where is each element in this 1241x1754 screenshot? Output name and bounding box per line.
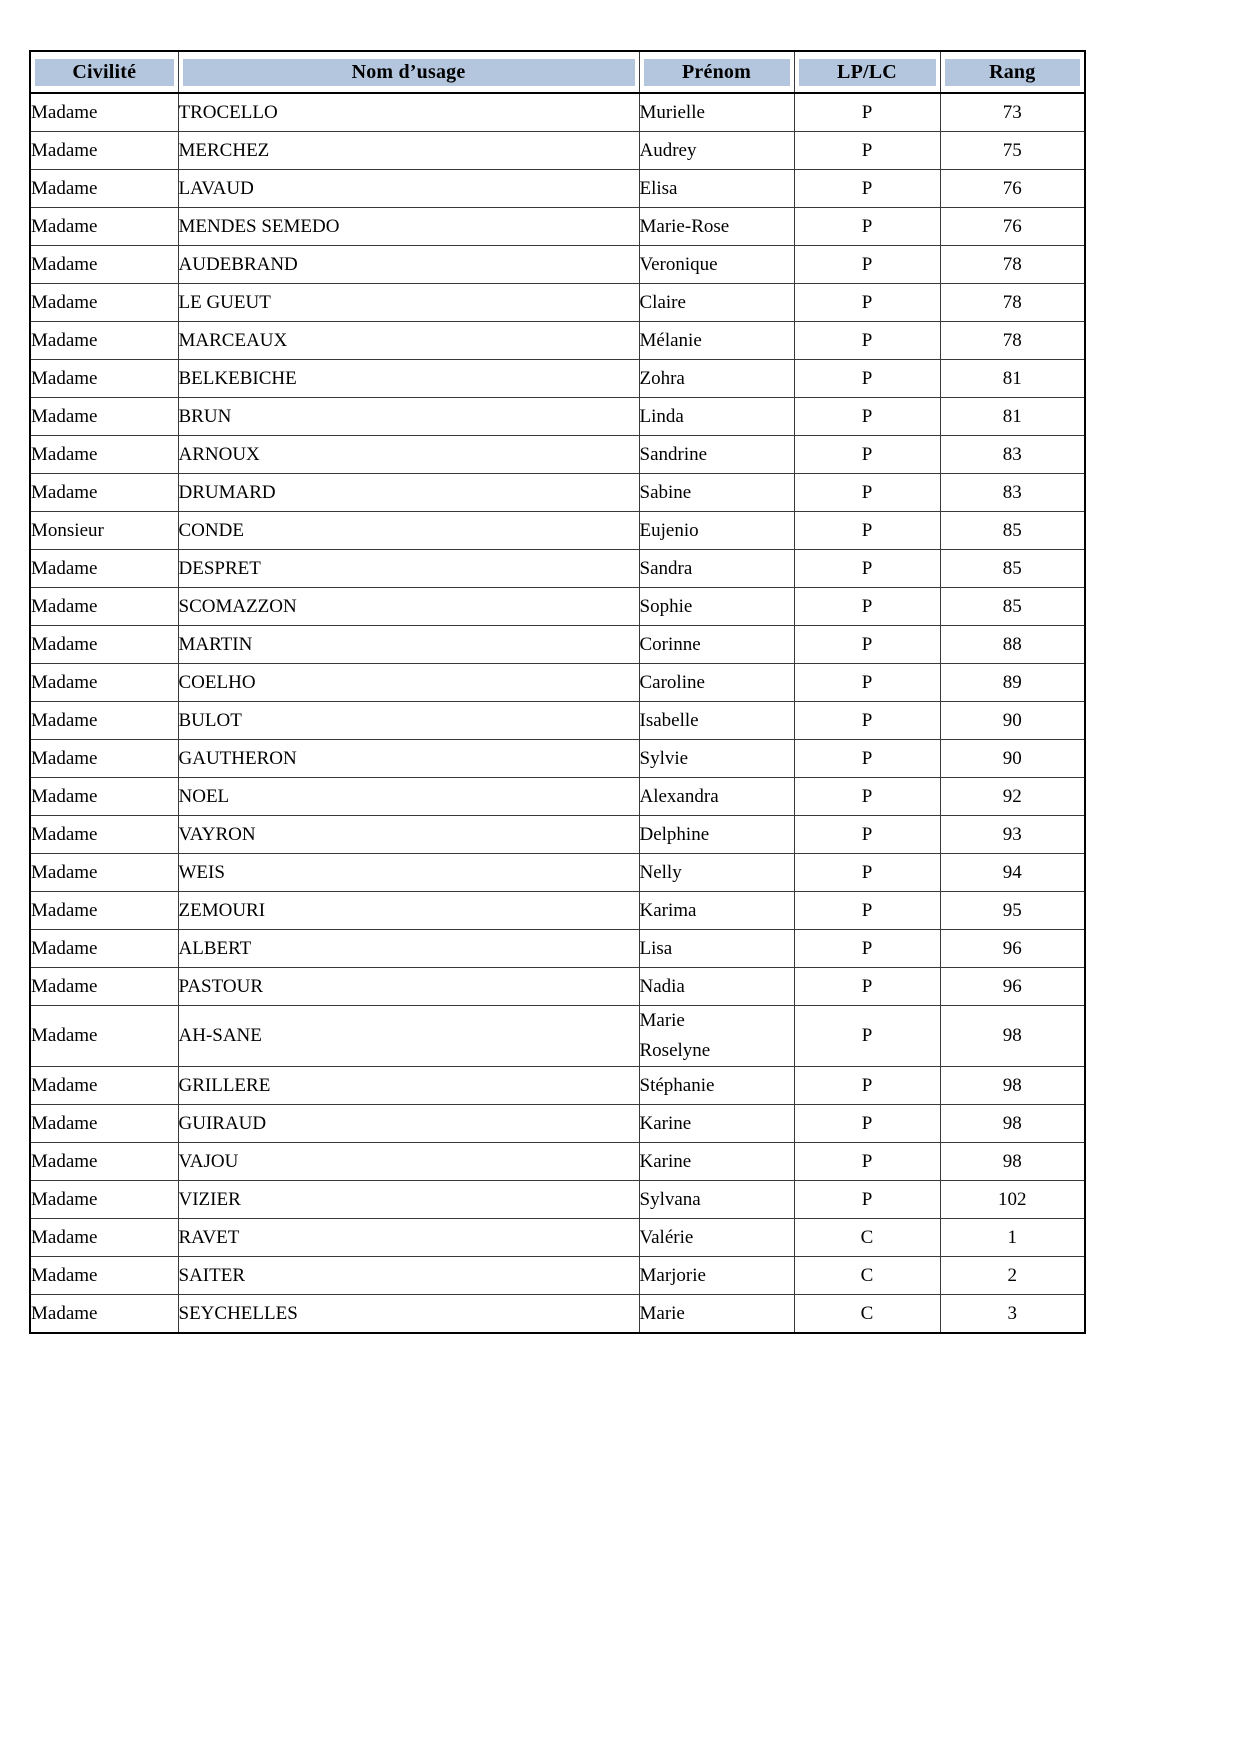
cell-nom: ZEMOURI <box>178 892 639 930</box>
cell-lplc: P <box>794 398 940 436</box>
table-header <box>30 51 1085 93</box>
cell-prenom: Sylvie <box>639 740 794 778</box>
cell-civilite: Madame <box>30 436 178 474</box>
cell-nom: GAUTHERON <box>178 740 639 778</box>
cell-prenom: Sandrine <box>639 436 794 474</box>
cell-civilite: Madame <box>30 398 178 436</box>
cell-rang: 83 <box>940 474 1085 512</box>
cell-prenom-line2: Roselyne <box>639 1040 711 1061</box>
table-row <box>30 1006 1085 1067</box>
cell-civilite: Madame <box>30 854 178 892</box>
cell-nom: GUIRAUD <box>178 1105 639 1143</box>
cell-lplc: P <box>794 284 940 322</box>
cell-prenom: Eujenio <box>639 512 794 550</box>
cell-nom: SAITER <box>178 1257 639 1295</box>
cell-rang: 98 <box>940 1067 1085 1105</box>
table-row <box>30 398 1085 436</box>
cell-civilite: Madame <box>30 474 178 512</box>
cell-civilite: Madame <box>30 588 178 626</box>
cell-lplc: P <box>794 208 940 246</box>
cell-lplc: P <box>794 93 940 132</box>
cell-nom: WEIS <box>178 854 639 892</box>
cell-lplc: P <box>794 816 940 854</box>
table-row <box>30 702 1085 740</box>
cell-lplc: P <box>794 968 940 1006</box>
cell-prenom: Murielle <box>639 93 794 132</box>
cell-rang: 76 <box>940 208 1085 246</box>
cell-rang: 75 <box>940 132 1085 170</box>
cell-rang: 83 <box>940 436 1085 474</box>
cell-prenom: Marie-Rose <box>639 208 794 246</box>
cell-prenom: Karine <box>639 1143 794 1181</box>
cell-prenom: Claire <box>639 284 794 322</box>
cell-prenom: Elisa <box>639 170 794 208</box>
cell-prenom: Delphine <box>639 816 794 854</box>
cell-civilite: Madame <box>30 930 178 968</box>
cell-prenom: Sophie <box>639 588 794 626</box>
cell-civilite: Madame <box>30 968 178 1006</box>
cell-lplc: P <box>794 1067 940 1105</box>
cell-civilite: Madame <box>30 1143 178 1181</box>
cell-prenom: Isabelle <box>639 702 794 740</box>
cell-rang: 90 <box>940 740 1085 778</box>
table-row <box>30 816 1085 854</box>
cell-nom: PASTOUR <box>178 968 639 1006</box>
table-row <box>30 550 1085 588</box>
cell-lplc: P <box>794 322 940 360</box>
table-row <box>30 1295 1085 1334</box>
cell-prenom: Valérie <box>639 1219 794 1257</box>
cell-rang: 1 <box>940 1219 1085 1257</box>
cell-lplc: P <box>794 360 940 398</box>
cell-lplc: P <box>794 512 940 550</box>
table-row <box>30 284 1085 322</box>
table-row <box>30 208 1085 246</box>
cell-prenom: Nadia <box>639 968 794 1006</box>
cell-rang: 3 <box>940 1295 1085 1334</box>
table-row <box>30 1143 1085 1181</box>
table-row <box>30 474 1085 512</box>
cell-prenom-multiline <box>640 1006 794 1066</box>
table-row <box>30 968 1085 1006</box>
cell-nom: MARTIN <box>178 626 639 664</box>
cell-prenom: Karima <box>639 892 794 930</box>
cell-civilite: Madame <box>30 284 178 322</box>
cell-rang: 102 <box>940 1181 1085 1219</box>
header-row <box>30 51 1085 93</box>
table-row <box>30 854 1085 892</box>
table-row <box>30 1105 1085 1143</box>
table-row <box>30 170 1085 208</box>
cell-lplc: P <box>794 170 940 208</box>
table-row <box>30 132 1085 170</box>
cell-nom: RAVET <box>178 1219 639 1257</box>
table-row <box>30 1257 1085 1295</box>
cell-civilite: Madame <box>30 132 178 170</box>
cell-rang: 96 <box>940 930 1085 968</box>
cell-rang: 78 <box>940 284 1085 322</box>
cell-lplc: C <box>794 1295 940 1334</box>
cell-rang: 96 <box>940 968 1085 1006</box>
cell-lplc: P <box>794 664 940 702</box>
table-row <box>30 1219 1085 1257</box>
table-row <box>30 360 1085 398</box>
cell-prenom: Lisa <box>639 930 794 968</box>
cell-lplc: P <box>794 1181 940 1219</box>
column-header-prenom <box>639 51 794 93</box>
cell-prenom <box>639 1006 794 1067</box>
roster-table <box>29 50 1086 1334</box>
table-row <box>30 93 1085 132</box>
column-header-lplc <box>794 51 940 93</box>
table-row <box>30 1181 1085 1219</box>
cell-nom: AH-SANE <box>178 1006 639 1067</box>
cell-civilite: Madame <box>30 360 178 398</box>
table-row <box>30 892 1085 930</box>
cell-nom: DESPRET <box>178 550 639 588</box>
cell-prenom: Veronique <box>639 246 794 284</box>
cell-lplc: P <box>794 436 940 474</box>
table-row <box>30 740 1085 778</box>
cell-rang: 93 <box>940 816 1085 854</box>
column-header-rang-label: Rang <box>945 59 1081 86</box>
cell-rang: 85 <box>940 588 1085 626</box>
column-header-prenom-label: Prénom <box>644 59 790 86</box>
cell-lplc: P <box>794 550 940 588</box>
cell-rang: 98 <box>940 1143 1085 1181</box>
cell-nom: MENDES SEMEDO <box>178 208 639 246</box>
cell-nom: BELKEBICHE <box>178 360 639 398</box>
cell-prenom: Caroline <box>639 664 794 702</box>
column-header-civilite <box>30 51 178 93</box>
cell-civilite: Madame <box>30 1181 178 1219</box>
cell-nom: MERCHEZ <box>178 132 639 170</box>
cell-prenom: Nelly <box>639 854 794 892</box>
table-body <box>30 93 1085 1333</box>
cell-civilite: Madame <box>30 740 178 778</box>
cell-lplc: P <box>794 740 940 778</box>
cell-civilite: Monsieur <box>30 512 178 550</box>
cell-lplc: P <box>794 1006 940 1067</box>
cell-lplc: P <box>794 854 940 892</box>
cell-lplc: C <box>794 1257 940 1295</box>
table-row <box>30 778 1085 816</box>
cell-rang: 95 <box>940 892 1085 930</box>
cell-rang: 98 <box>940 1105 1085 1143</box>
cell-lplc: P <box>794 132 940 170</box>
cell-lplc: P <box>794 474 940 512</box>
cell-nom: VIZIER <box>178 1181 639 1219</box>
cell-prenom: Alexandra <box>639 778 794 816</box>
table-row <box>30 1067 1085 1105</box>
cell-lplc: P <box>794 892 940 930</box>
cell-nom: NOEL <box>178 778 639 816</box>
cell-nom: GRILLERE <box>178 1067 639 1105</box>
table-row <box>30 588 1085 626</box>
table-row <box>30 512 1085 550</box>
cell-prenom: Karine <box>639 1105 794 1143</box>
cell-rang: 85 <box>940 550 1085 588</box>
roster-table-container <box>29 50 1084 1334</box>
cell-civilite: Madame <box>30 1006 178 1067</box>
column-header-civilite-label: Civilité <box>35 59 174 86</box>
cell-prenom: Marie <box>639 1295 794 1334</box>
cell-nom: MARCEAUX <box>178 322 639 360</box>
cell-prenom: Sylvana <box>639 1181 794 1219</box>
cell-prenom: Audrey <box>639 132 794 170</box>
cell-rang: 73 <box>940 93 1085 132</box>
column-header-nom-label: Nom d’usage <box>183 59 635 86</box>
column-header-lplc-label: LP/LC <box>799 59 936 86</box>
cell-nom: VAYRON <box>178 816 639 854</box>
cell-civilite: Madame <box>30 702 178 740</box>
cell-nom: LAVAUD <box>178 170 639 208</box>
cell-nom: CONDE <box>178 512 639 550</box>
cell-rang: 88 <box>940 626 1085 664</box>
cell-civilite: Madame <box>30 1295 178 1334</box>
cell-nom: ALBERT <box>178 930 639 968</box>
cell-civilite: Madame <box>30 778 178 816</box>
cell-nom: BRUN <box>178 398 639 436</box>
cell-rang: 81 <box>940 360 1085 398</box>
cell-lplc: P <box>794 778 940 816</box>
cell-nom: TROCELLO <box>178 93 639 132</box>
cell-civilite: Madame <box>30 664 178 702</box>
cell-lplc: P <box>794 246 940 284</box>
cell-rang: 81 <box>940 398 1085 436</box>
cell-lplc: P <box>794 1105 940 1143</box>
cell-civilite: Madame <box>30 1257 178 1295</box>
cell-lplc: C <box>794 1219 940 1257</box>
cell-nom: AUDEBRAND <box>178 246 639 284</box>
cell-prenom: Stéphanie <box>639 1067 794 1105</box>
cell-rang: 90 <box>940 702 1085 740</box>
cell-rang: 89 <box>940 664 1085 702</box>
cell-lplc: P <box>794 1143 940 1181</box>
cell-prenom: Marjorie <box>639 1257 794 1295</box>
cell-lplc: P <box>794 626 940 664</box>
cell-prenom: Zohra <box>639 360 794 398</box>
cell-nom: SCOMAZZON <box>178 588 639 626</box>
cell-prenom: Sandra <box>639 550 794 588</box>
cell-rang: 2 <box>940 1257 1085 1295</box>
cell-civilite: Madame <box>30 892 178 930</box>
cell-prenom: Corinne <box>639 626 794 664</box>
cell-civilite: Madame <box>30 322 178 360</box>
cell-lplc: P <box>794 588 940 626</box>
cell-lplc: P <box>794 702 940 740</box>
cell-civilite: Madame <box>30 1105 178 1143</box>
table-row <box>30 664 1085 702</box>
cell-rang: 94 <box>940 854 1085 892</box>
table-row <box>30 436 1085 474</box>
cell-civilite: Madame <box>30 626 178 664</box>
column-header-nom <box>178 51 639 93</box>
cell-nom: BULOT <box>178 702 639 740</box>
cell-rang: 76 <box>940 170 1085 208</box>
cell-nom: COELHO <box>178 664 639 702</box>
cell-civilite: Madame <box>30 246 178 284</box>
cell-rang: 78 <box>940 246 1085 284</box>
cell-nom: SEYCHELLES <box>178 1295 639 1334</box>
table-row <box>30 930 1085 968</box>
cell-prenom-line1: Marie <box>639 1010 685 1031</box>
cell-civilite: Madame <box>30 93 178 132</box>
cell-civilite: Madame <box>30 1067 178 1105</box>
cell-civilite: Madame <box>30 208 178 246</box>
table-row <box>30 246 1085 284</box>
column-header-rang <box>940 51 1085 93</box>
cell-prenom: Linda <box>639 398 794 436</box>
cell-prenom: Sabine <box>639 474 794 512</box>
cell-rang: 85 <box>940 512 1085 550</box>
table-row <box>30 626 1085 664</box>
cell-lplc: P <box>794 930 940 968</box>
cell-nom: VAJOU <box>178 1143 639 1181</box>
cell-rang: 98 <box>940 1006 1085 1067</box>
cell-nom: ARNOUX <box>178 436 639 474</box>
cell-civilite: Madame <box>30 170 178 208</box>
cell-civilite: Madame <box>30 550 178 588</box>
cell-nom: DRUMARD <box>178 474 639 512</box>
cell-prenom: Mélanie <box>639 322 794 360</box>
cell-civilite: Madame <box>30 816 178 854</box>
cell-rang: 78 <box>940 322 1085 360</box>
table-row <box>30 322 1085 360</box>
cell-rang: 92 <box>940 778 1085 816</box>
cell-civilite: Madame <box>30 1219 178 1257</box>
cell-nom: LE GUEUT <box>178 284 639 322</box>
